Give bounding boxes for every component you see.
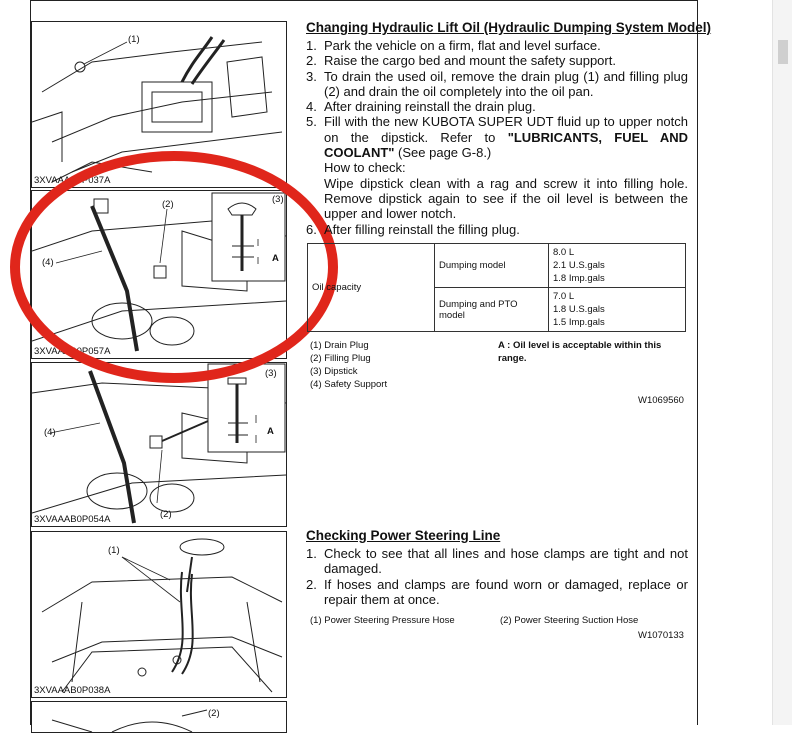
- figure-4-drawing: [32, 532, 286, 697]
- figure-code: 3XVAAAB0P057A: [34, 346, 111, 357]
- step-2: 2. Raise the cargo bed and mount the safety support.: [306, 53, 616, 69]
- hydraulic-steps: [306, 38, 688, 237]
- callout-a: A: [272, 253, 279, 264]
- callout-3: (3): [272, 194, 284, 205]
- figure-3-drawing: [32, 363, 286, 526]
- figure-code: 3XVAAAB0P038A: [34, 685, 111, 696]
- model-name: Dumping model: [435, 244, 549, 288]
- figure-code: 3XVAAAB0P054A: [34, 514, 111, 525]
- callout-2: (2): [208, 708, 220, 719]
- vertical-scrollbar[interactable]: [772, 0, 792, 725]
- step-4: 4. After draining reinstall the drain plug.: [306, 99, 536, 115]
- figure-power-steering: [31, 531, 287, 698]
- model-name: Dumping and PTO model: [435, 288, 549, 332]
- callout-1: (1): [108, 545, 120, 556]
- step-3: 3. To drain the used oil, remove the drain plug (1) and filling plug (2) and drain the oil completely into the oil pan.: [306, 68, 688, 99]
- callout-a: A: [267, 426, 274, 437]
- legend-suction-hose: (2) Power Steering Suction Hose: [500, 615, 639, 626]
- reference-code: W1069560: [638, 395, 684, 406]
- how-to-check-label: How to check:: [324, 160, 406, 176]
- scrollbar-thumb[interactable]: [778, 40, 788, 64]
- callout-4: (4): [42, 257, 54, 268]
- figure-2-drawing: [32, 191, 286, 358]
- step-6: 6. After filling reinstall the filling plug.: [306, 221, 520, 237]
- step-5: 5. Fill with the new KUBOTA SUPER UDT fluid up to upper notch on the dipstick. Refer to "LUBRICANTS, FUEL AND COOLANT" (See page G-8.) How to check: Wipe dipstick clean with a rag and screw it into filling hole. Remove dipstick again to see if the oil level is between the upper and lower notch.: [306, 114, 688, 222]
- figure-code: 3XVAAAB0P037A: [34, 175, 111, 186]
- oil-level-note: A : Oil level is acceptable within this range.: [498, 340, 662, 364]
- callout-2: (2): [160, 509, 172, 520]
- step-1: 1. Park the vehicle on a firm, flat and level surface.: [306, 38, 601, 53]
- legend-pressure-hose: (1) Power Steering Pressure Hose: [310, 615, 455, 626]
- step-2: 2. If hoses and clamps are found worn or damaged, replace or repair them at once.: [306, 576, 688, 607]
- page-top-border: [30, 0, 697, 1]
- capacity-values: 8.0 L 2.1 U.S.gals 1.8 Imp.gals: [549, 244, 686, 288]
- figure-1-drawing: [32, 22, 286, 187]
- callout-4: (4): [44, 427, 56, 438]
- section-title-hydraulic-oil: Changing Hydraulic Lift Oil (Hydraulic Dumping System Model): [306, 20, 712, 35]
- section-title-power-steering: Checking Power Steering Line: [306, 528, 501, 543]
- how-to-check-text: Wipe dipstick clean with a rag and screw it into filling hole. Remove dipstick again to see if the oil level is between the upper and lower notch.: [324, 175, 688, 222]
- figure-partial: [31, 701, 287, 733]
- oil-capacity-label: Oil capacity: [308, 244, 435, 332]
- callout-3: (3): [265, 368, 277, 379]
- step-1: 1. Check to see that all lines and hose clamps are tight and not damaged.: [306, 546, 688, 577]
- figure-dipstick-detail: [31, 362, 287, 527]
- page-right-border: [697, 0, 698, 725]
- callout-2: (2): [162, 199, 174, 210]
- figure-legend: (1) Drain Plug (2) Filling Plug (3) Dipstick (4) Safety Support: [310, 340, 388, 390]
- figure-dipstick-filling: [31, 190, 287, 359]
- figure-5-drawing: [32, 702, 286, 732]
- figure-hydraulic-lines: [31, 21, 287, 188]
- capacity-values: 7.0 L 1.8 U.S.gals 1.5 Imp.gals: [549, 288, 686, 332]
- reference-code: W1070133: [638, 630, 684, 641]
- oil-capacity-table: [307, 243, 686, 332]
- power-steering-steps: [306, 546, 688, 607]
- callout-1: (1): [128, 34, 140, 45]
- table-row: [308, 244, 686, 288]
